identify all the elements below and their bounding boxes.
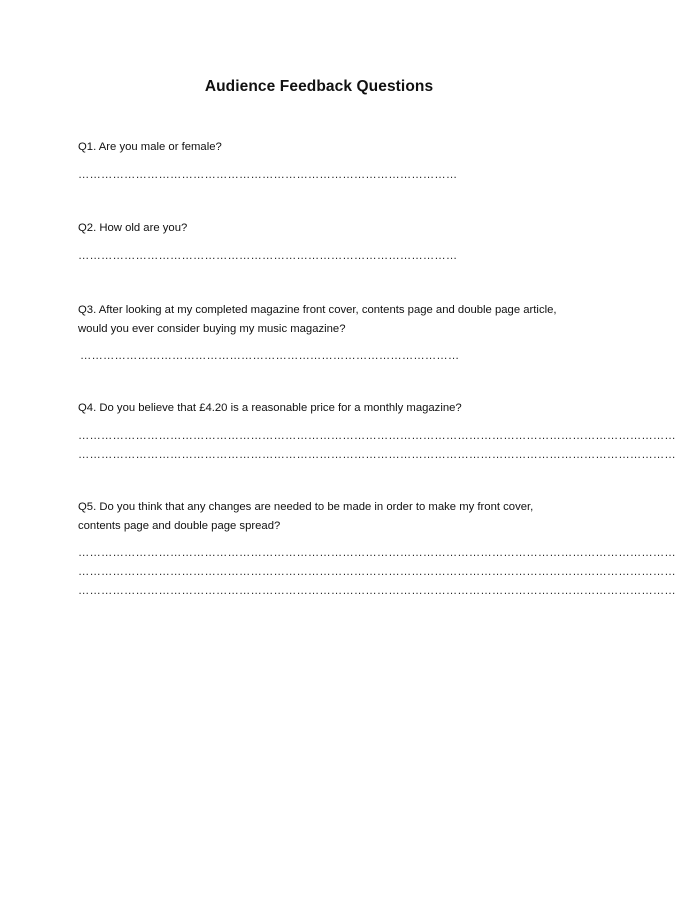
question-3: Q3. After looking at my completed magazine front cover, contents page and double page article, would you ever consider buying my music magazine?: [78, 304, 557, 335]
answer-line-q5-2: …………………………………………………………………………………………………………………………………………: [78, 566, 676, 578]
question-5: Q5. Do you think that any changes are needed to be made in order to make my front cover, contents page and double page spread?: [78, 501, 534, 532]
question-2: Q2. How old are you?: [78, 222, 188, 234]
answer-line-q3: ………………………………………………………………………………………: [80, 350, 460, 362]
answer-line-q4-1: …………………………………………………………………………………………………………………………………………: [78, 430, 676, 442]
question-4: Q4. Do you believe that £4.20 is a reasonable price for a monthly magazine?: [78, 402, 462, 414]
answer-line-q4-2: …………………………………………………………………………………………………………………………………………: [78, 449, 676, 461]
answer-line-q2: ………………………………………………………………………………………: [78, 250, 458, 262]
answer-line-q5-1: …………………………………………………………………………………………………………………………………………: [78, 547, 676, 559]
page-title: Audience Feedback Questions: [204, 78, 434, 95]
answer-line-q5-3: …………………………………………………………………………………………………………………………………………: [78, 585, 676, 597]
answer-line-q1: ………………………………………………………………………………………: [78, 169, 458, 181]
question-1: Q1. Are you male or female?: [78, 141, 222, 153]
